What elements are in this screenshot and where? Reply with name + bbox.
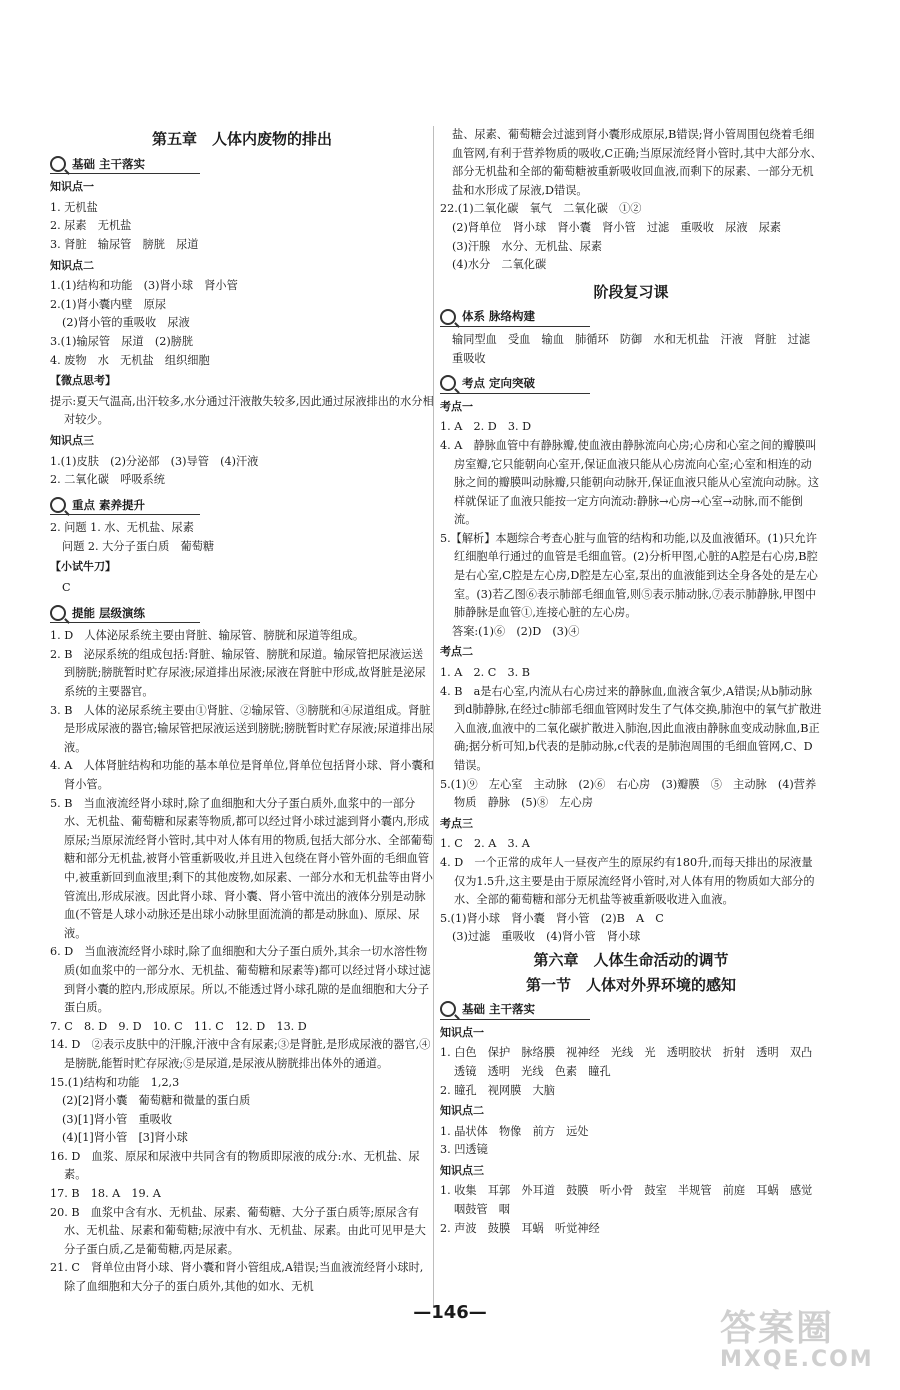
text-line: (3)汗腺 水分、无机盐、尿素 (452, 239, 603, 253)
answer-item: 1. 收集 耳郭 外耳道 鼓膜 听小骨 鼓室 半规管 前庭 耳蜗 感觉 咽鼓管 咽 (440, 1184, 824, 1217)
page-number: —146— (413, 1302, 487, 1323)
section-heading: 知识点三 (50, 433, 94, 447)
section-banner (50, 604, 200, 624)
watermark-logo (720, 1300, 890, 1388)
magnifier-icon (440, 375, 456, 391)
text-line: 1. A 2. D 3. D (440, 420, 532, 434)
text-line: 输同型血 受血 输血 肺循环 防御 水和无机盐 汗液 肾脏 过滤 重吸收 (452, 332, 822, 365)
section-banner (50, 155, 200, 175)
text-line: 5.(1)肾小球 肾小囊 肾小管 (2)B A C (440, 911, 664, 925)
text-line: 17. B 18. A 19. A (50, 1187, 161, 1201)
text-line: 2. 瞳孔 视网膜 大脑 (440, 1083, 555, 1097)
answer-item: 1. D 人体泌尿系统主要由肾脏、输尿管、膀胱和尿道等组成。 (50, 629, 365, 643)
text-line: 3.(1)输尿管 尿道 (2)膀胱 (50, 334, 194, 348)
text-line: 1.(1)皮肤 (2)分泌部 (3)导管 (4)汗液 (50, 454, 259, 468)
text-line: 1. 无机盐 (50, 200, 98, 214)
text-line: (3)过滤 重吸收 (4)肾小管 肾小球 (452, 930, 641, 944)
answer-item: 4. D 一个正常的成年人一昼夜产生的原尿约有180升,而每天排出的尿液量仅为1.5升,这主要是由于原尿流经肾小管时,对人体有用的物质如大部分的水、全部的葡萄糖和部分无机盐等被重新吸收进入血液。 (440, 855, 815, 907)
section-heading: 考点三 (440, 816, 473, 830)
text-line: 1. C 2. A 3. A (440, 837, 530, 851)
magnifier-icon (50, 156, 66, 172)
answer-item: 4. B a是右心室,内流从右心房过来的静脉血,血液含氧少,A错误;从b肺动脉到d肺静脉,在经过c肺部毛细血管网时发生了气体交换,肺泡中的氧气扩散进入血液,血液中的二氧化碳扩散进入肺泡,因此血液由静脉血变成动脉血,B正确;据分析可知,b代表的是肺动脉,c代表的是肺泡周围的毛细血管网,C、D错误。 (440, 684, 822, 772)
magnifier-icon (440, 309, 456, 325)
text-line: 2. 尿素 无机盐 (50, 219, 132, 233)
answer-item: 3. B 人体的泌尿系统主要由①肾脏、②输尿管、③膀胱和④尿道组成。肾脏是形成尿液的器官;输尿管把尿液运送到膀胱;膀胱暂时贮存尿液;尿道排出尿液。 (50, 703, 434, 754)
section-heading: 知识点二 (50, 258, 94, 272)
text-line: (2)[2]肾小囊 葡萄糖和微量的蛋白质 (62, 1094, 251, 1108)
review-title: 阶段复习课 (593, 282, 669, 301)
text-line: 问题 2. 大分子蛋白质 葡萄糖 (62, 539, 215, 553)
magnifier-icon (50, 605, 66, 621)
text-line: 1.(1)结构和功能 (3)肾小球 肾小管 (50, 279, 238, 293)
text-line: 2. 问题 1. 水、无机盐、尿素 (50, 521, 194, 535)
banner-label: 考点 定向突破 (462, 376, 536, 391)
section-banner (50, 496, 200, 516)
section-heading: 知识点一 (440, 1025, 484, 1039)
text-line: 2.(1)肾小囊内壁 原尿 (50, 297, 167, 311)
text-line: 盐、尿素、葡萄糖会过滤到肾小囊形成原尿,B错误;肾小管周围包绕着毛细血管网,有利于营养物质的吸收,C正确;当原尿流经肾小管时,其中大部分水、部分无机盐和全部的葡萄糖被重新吸收回血液,而剩下的尿素、一部分无机盐和水形成了尿液,D错误。 (452, 128, 822, 197)
banner-label: 基础 主干落实 (462, 1002, 536, 1017)
text-line: 22.(1)二氧化碳 氧气 二氧化碳 ①② (440, 202, 642, 216)
text-line: 1. A 2. C 3. B (440, 666, 530, 680)
column-divider (433, 126, 434, 1306)
section-banner (440, 374, 590, 394)
magnifier-icon (440, 1001, 456, 1017)
section-banner (440, 307, 590, 327)
text-line: 答案:(1)⑥ (2)D (3)④ (452, 624, 580, 638)
banner-label: 基础 主干落实 (72, 156, 146, 171)
answer-item: 6. D 当血液流经肾小球时,除了血细胞和大分子蛋白质外,其余一切水溶性物质(如血浆中的一部分水、无机盐、葡萄糖和尿素等)都可以经过肾小球过滤到肾小囊的腔内,形成原尿。所以,不能透过肾小球孔隙的是血细胞和大分子蛋白质。 (50, 945, 431, 1015)
answer-item: 4. A 静脉血管中有静脉瓣,使血液由静脉流向心房;心房和心室之间的瓣膜叫房室瓣,它只能朝向心室开,保证血液只能从心房流向心室;心室和相连的动脉之间的瓣膜叫动脉瓣,只能朝向动脉开,保证血液只能从心室流向动脉。这样就保证了血液只能按一定方向流动:静脉→心房→心室→动脉,而不能倒流。 (440, 438, 820, 527)
section-heading: 【小试牛刀】 (50, 560, 116, 574)
chapter-title: 第一节 人体对外界环境的感知 (525, 975, 736, 994)
answer-item: 16. D 血浆、原尿和尿液中共同含有的物质即尿液的成分:水、无机盐、尿素。 (50, 1149, 420, 1182)
banner-label: 提能 层级演练 (72, 605, 146, 620)
text-line: 2. 二氧化碳 呼吸系统 (50, 473, 165, 487)
text-line: 15.(1)结构和功能 1,2,3 (50, 1075, 180, 1089)
text-line: (4)[1]肾小管 [3]肾小球 (62, 1131, 188, 1145)
banner-label: 体系 脉络构建 (462, 309, 536, 324)
section-heading: 知识点二 (440, 1104, 484, 1118)
section-heading: 知识点三 (440, 1163, 484, 1177)
section-heading: 【微点思考】 (50, 374, 116, 388)
watermark-bottom-text: MXQE.COM (720, 1347, 874, 1372)
section-heading: 知识点一 (50, 180, 94, 194)
section-heading: 考点二 (440, 645, 473, 659)
answer-item: 5.【解析】本题综合考查心脏与血管的结构和功能,以及血液循环。(1)只允许红细胞单行通过的血管是毛细血管。(2)分析甲图,心脏的A腔是右心房,B腔是右心室,C腔是左心房,D腔是左心室,泵出的血液能到达全身各处的是左心室。(3)若乙图⑥表示肺部毛细血管,则⑤表示肺动脉,⑦表示肺静脉,甲图中肺静脉是血管①,连接心脏的左心房。 (440, 531, 818, 620)
answer-item: 5.(1)⑨ 左心室 主动脉 (2)⑥ 右心房 (3)瓣膜 ⑤ 主动脉 (4)营养物质 静脉 (5)⑧ 左心房 (440, 777, 817, 810)
answer-item: 5. B 当血液流经肾小球时,除了血细胞和大分子蛋白质外,血浆中的一部分水、无机盐、葡萄糖和尿素等物质,都可以经过肾小球过滤到肾小囊内,形成原尿;当原尿流经肾小管时,其中对人体有用的物质,包括大部分水、全部葡萄糖和部分无机盐,被肾小管重新吸收,并且进入包绕在肾小管外面的毛细血管中,被重新回到血液里;剩下的其他废物,如尿素、一部分水和无机盐等由肾小管流出,形成尿液。因此肾小球、肾小囊、肾小管中流出的液体分别是动脉血(不管是人球小动脉还是出球小动脉里面流淌的都是动脉血)、原尿、尿液。 (50, 796, 433, 940)
right-column (440, 126, 822, 1238)
answer-item: 20. B 血浆中含有水、无机盐、尿素、葡萄糖、大分子蛋白质等;原尿含有水、无机盐、尿素和葡萄糖;尿液中有水、无机盐、尿素。由此可见甲是大分子蛋白质,乙是葡萄糖,丙是尿素。 (50, 1205, 426, 1256)
magnifier-icon (50, 497, 66, 513)
text-line: (2)肾单位 肾小球 肾小囊 肾小管 过滤 重吸收 尿液 尿素 (452, 220, 782, 234)
text-line: 1. 晶状体 物像 前方 远处 (440, 1124, 589, 1138)
answer-item: 4. A 人体肾脏结构和功能的基本单位是肾单位,肾单位包括肾小球、肾小囊和肾小管。 (50, 759, 434, 791)
section-heading: 考点一 (440, 399, 473, 413)
text-line: (2)肾小管的重吸收 尿液 (62, 316, 190, 330)
answer-item: 2. B 泌尿系统的组成包括:肾脏、输尿管、膀胱和尿道。输尿管把尿液运送到膀胱;膀胱暂时贮存尿液;尿道排出尿液;尿液在肾脏中形成,故肾脏是泌尿系统的主要器官。 (50, 647, 426, 699)
left-column (50, 126, 434, 1297)
answer-item: 提示:夏天气温高,出汗较多,水分通过汗液散失较多,因此通过尿液排出的水分相对较少。 (50, 394, 434, 427)
watermark-top-text: 答案圈 (720, 1308, 835, 1349)
text-line: 4. 废物 水 无机盐 组织细胞 (50, 353, 210, 367)
text-line: 3. 凹透镜 (440, 1143, 488, 1157)
text-line: 3. 肾脏 输尿管 膀胱 尿道 (50, 237, 199, 251)
answer-item: 14. D ②表示皮肤中的汗腺,汗液中含有尿素;③是肾脏,是形成尿液的器官,④是膀胱,能暂时贮存尿液;⑤是尿道,是尿液从膀胱排出体外的通道。 (50, 1038, 431, 1070)
banner-label: 重点 素养提升 (72, 497, 146, 512)
text-line: C (62, 581, 71, 595)
section-banner (440, 1000, 590, 1020)
answer-item: 21. C 肾单位由肾小球、肾小囊和肾小管组成,A错误;当血液流经肾小球时,除了血细胞和大分子的蛋白质外,其他的如水、无机 (50, 1261, 424, 1294)
chapter-title: 第六章 人体生命活动的调节 (533, 950, 729, 969)
text-line: 2. 声波 鼓膜 耳蜗 听觉神经 (440, 1221, 600, 1235)
answer-item: 1. 白色 保护 脉络膜 视神经 光线 光 透明胶状 折射 透明 双凸透镜 透明 光线 色素 瞳孔 (440, 1046, 813, 1078)
text-line: (4)水分 二氧化碳 (452, 258, 547, 272)
text-line: (3)[1]肾小管 重吸收 (62, 1112, 173, 1126)
chapter-title: 第五章 人体内废物的排出 (151, 130, 332, 148)
text-line: 7. C 8. D 9. D 10. C 11. C 12. D 13. D (50, 1019, 307, 1033)
